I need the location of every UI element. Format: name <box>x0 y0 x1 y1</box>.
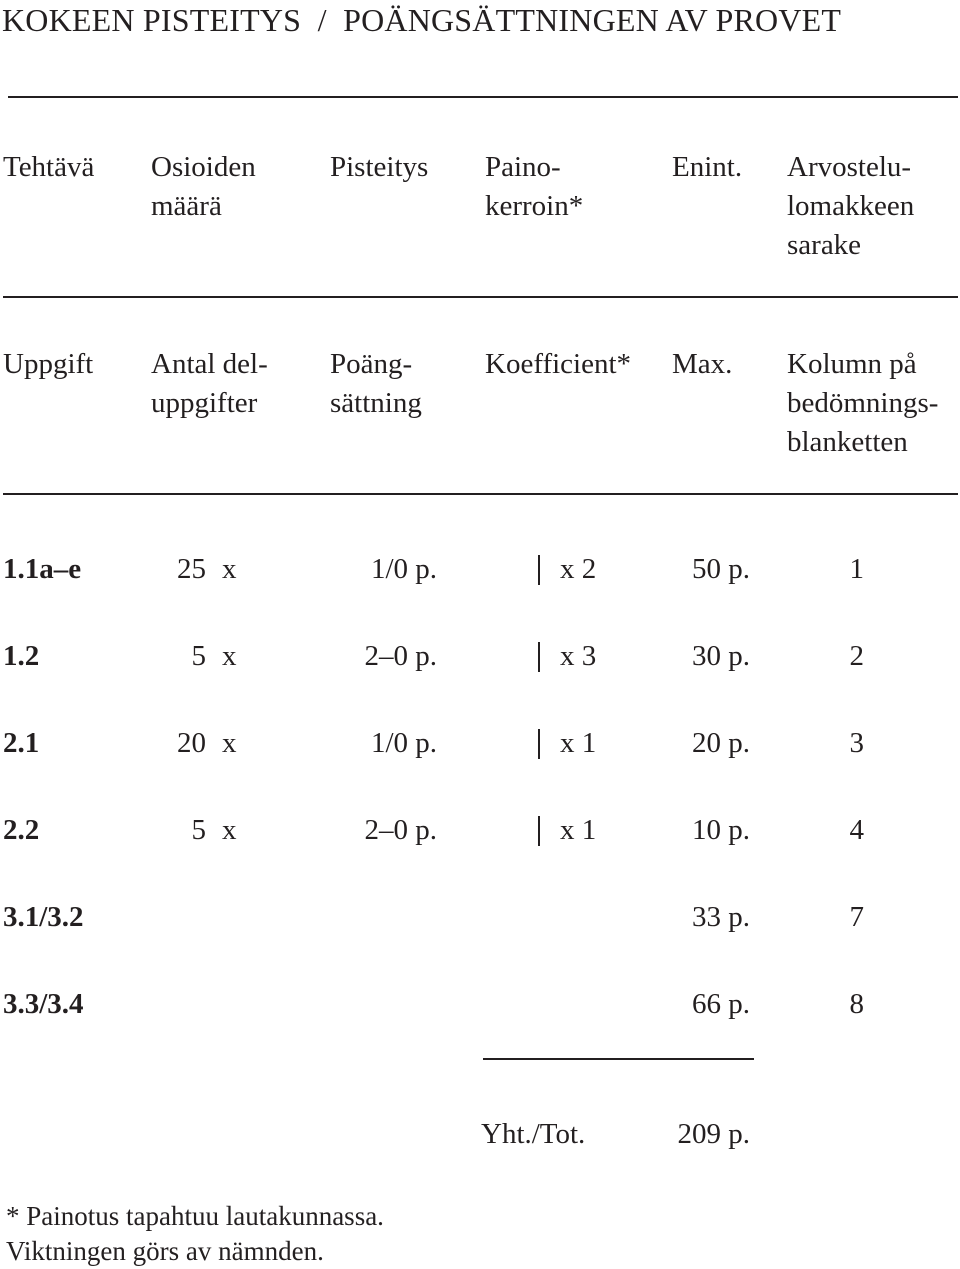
total-label: Yht./Tot. <box>481 1118 586 1150</box>
times-sign: x <box>222 727 237 759</box>
coefficient: x 1 <box>560 727 597 759</box>
part-count: 25 <box>177 553 206 585</box>
points-per-part: 1/0 p. <box>370 553 437 585</box>
coefficient: x 1 <box>560 814 597 846</box>
max-points: 66 p. <box>692 988 750 1020</box>
coef-divider <box>538 816 540 846</box>
header-fi-scoring: Pisteitys <box>330 151 429 183</box>
form-column: 1 <box>849 553 864 585</box>
points-per-part: 2–0 p. <box>364 640 437 672</box>
coef-divider <box>538 729 540 759</box>
footnote: * Painotus tapahtuu lautakunnassa. Viktningen görs av nämnden. <box>6 1201 384 1266</box>
header-sv-max: Max. <box>672 348 733 380</box>
coefficient: x 3 <box>560 640 597 672</box>
max-points: 33 p. <box>692 901 750 933</box>
divider-header-bottom <box>3 493 958 495</box>
max-points: 30 p. <box>692 640 750 672</box>
form-column: 2 <box>849 640 864 672</box>
form-column: 3 <box>849 727 864 759</box>
task-number: 1.2 <box>3 640 40 672</box>
task-number: 1.1a–e <box>3 553 82 585</box>
task-number: 3.3/3.4 <box>3 988 84 1020</box>
coef-divider <box>538 555 540 585</box>
max-points: 50 p. <box>692 553 750 585</box>
times-sign: x <box>222 553 237 585</box>
points-per-part: 1/0 p. <box>370 727 437 759</box>
header-fi-column: Arvostelu- lomakkeen sarake <box>787 151 915 261</box>
part-count: 20 <box>177 727 206 759</box>
header-fi-max: Enint. <box>672 151 743 183</box>
part-count: 5 <box>191 640 206 672</box>
times-sign: x <box>222 814 237 846</box>
header-sv-column: Kolumn på bedömnings- blanketten <box>787 348 939 458</box>
header-sv-scoring: Poäng- sättning <box>330 348 422 419</box>
page-title: KOKEEN PISTEITYS / POÄNGSÄTTNINGEN AV PROVET <box>2 2 842 38</box>
form-column: 8 <box>849 988 864 1020</box>
header-fi-coef: Paino- kerroin* <box>485 151 584 222</box>
coefficient: x 2 <box>560 553 597 585</box>
coef-divider <box>538 642 540 672</box>
times-sign: x <box>222 640 237 672</box>
task-number: 3.1/3.2 <box>3 901 84 933</box>
header-sv-coef: Koefficient* <box>485 348 632 380</box>
header-fi-parts: Osioiden määrä <box>151 151 256 222</box>
form-column: 7 <box>849 901 864 933</box>
form-column: 4 <box>849 814 864 846</box>
part-count: 5 <box>191 814 206 846</box>
divider-mid <box>3 296 958 298</box>
max-points: 10 p. <box>692 814 750 846</box>
task-number: 2.1 <box>3 727 40 759</box>
header-fi-task: Tehtävä <box>3 151 95 183</box>
header-sv-parts: Antal del- uppgifter <box>151 348 268 419</box>
sum-rule <box>483 1058 754 1060</box>
points-per-part: 2–0 p. <box>364 814 437 846</box>
divider-top <box>8 96 958 98</box>
header-sv-task: Uppgift <box>3 348 94 380</box>
task-number: 2.2 <box>3 814 40 846</box>
max-points: 20 p. <box>692 727 750 759</box>
total-value: 209 p. <box>677 1118 750 1150</box>
